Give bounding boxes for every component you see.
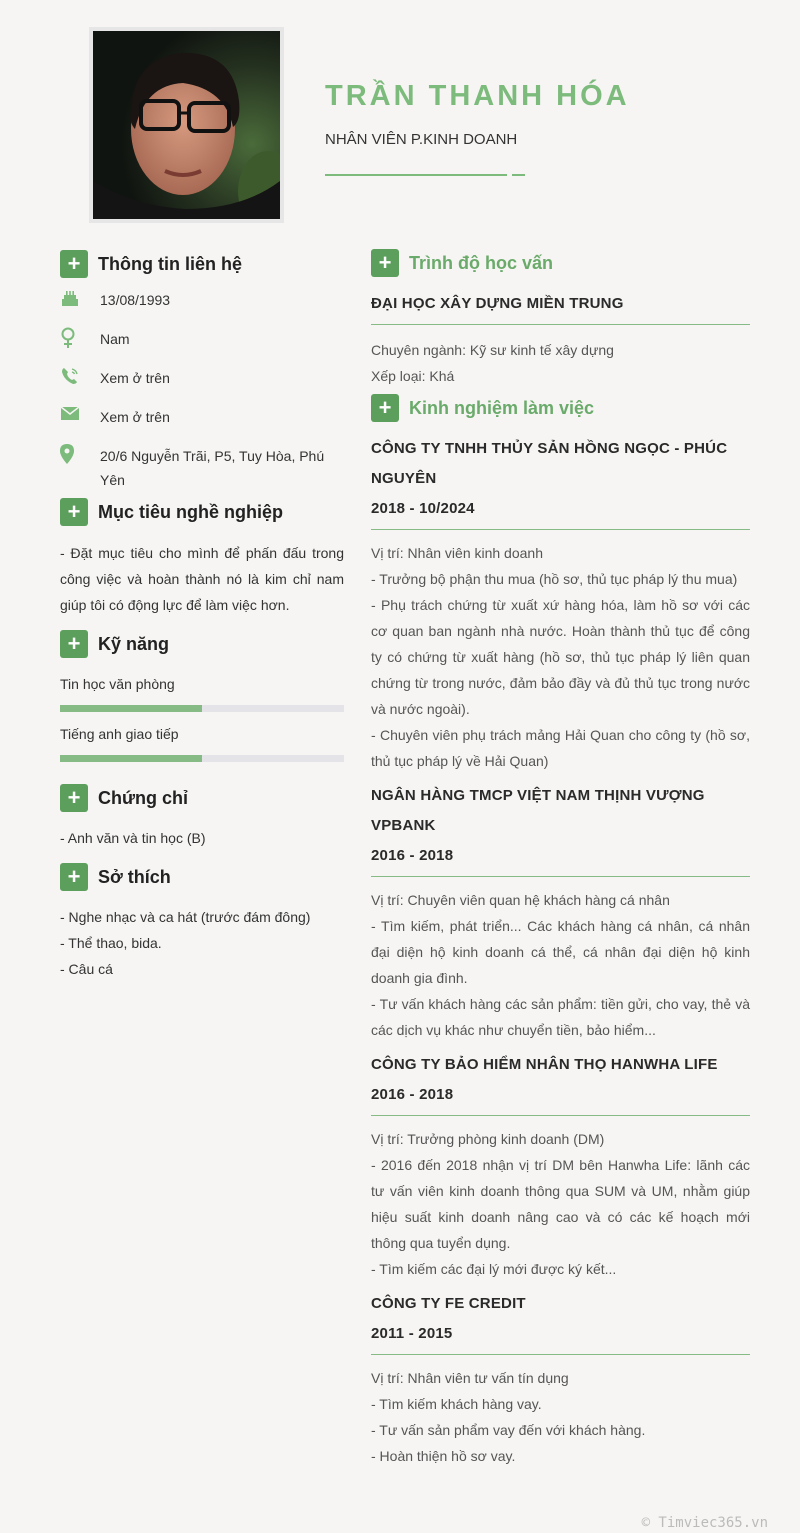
job-title: NHÂN VIÊN P.KINH DOANH (325, 131, 518, 148)
job-entry (371, 434, 750, 774)
section-title: Mục tiêu nghề nghiệp (98, 501, 283, 522)
job-line: - Tìm kiếm các đại lý mới được ký kết... (371, 1261, 617, 1277)
section-title: Sở thích (98, 866, 171, 887)
profile-photo (89, 27, 284, 223)
company-name: CÔNG TY TNHH THỦY SẢN HỒNG NGỌC - PHÚC NGUYÊN (371, 440, 728, 487)
birthday-text: 13/08/1993 (100, 292, 171, 308)
section-objective (60, 498, 283, 526)
plus-icon: + (371, 394, 399, 422)
section-title: Kỹ năng (98, 633, 170, 654)
envelope-icon (60, 405, 100, 421)
objective-text: - Đặt mục tiêu cho mình để phấn đấu trong công việc và hoàn thành nó là kim chỉ nam giúp tôi có động lực để làm việc hơn. (60, 545, 344, 613)
job-entry (371, 1289, 750, 1469)
profile-photo-image (93, 31, 280, 219)
plus-icon: + (371, 249, 399, 277)
plus-icon: + (60, 498, 88, 526)
job-period: 2016 - 2018 (371, 1086, 454, 1103)
certificates-list (60, 825, 206, 851)
company-name: NGÂN HÀNG TMCP VIỆT NAM THỊNH VƯỢNG VPBANK (371, 787, 705, 834)
education-grade: Xếp loại: Khá (371, 368, 455, 384)
section-title: Thông tin liên hệ (98, 253, 242, 274)
section-skills (60, 630, 169, 658)
job-period: 2018 - 10/2024 (371, 500, 475, 517)
watermark: © Timviec365.vn (641, 1515, 768, 1531)
title-divider (325, 174, 507, 176)
plus-icon: + (60, 250, 88, 278)
plus-icon: + (60, 863, 88, 891)
female-symbol-icon (60, 327, 100, 349)
list-item: - Câu cá (60, 961, 113, 977)
job-line: - Tìm kiếm khách hàng vay. (371, 1396, 542, 1412)
job-line: Vị trí: Nhân viên tư vấn tín dụng (371, 1370, 569, 1386)
map-pin-icon (60, 444, 100, 464)
job-line: - Phụ trách chứng từ xuất xứ hàng hóa, làm hồ sơ với các cơ quan ban ngành nhà nước. Hoàn thành thủ tục để công ty có chứng từ xuất hàng (hồ sơ, thủ tục pháp lý liên quan chứng từ trong nước, đảm bảo đầy và đủ thủ tục trong nước và nước ngoài). (371, 597, 750, 717)
email-text: Xem ở trên (100, 409, 170, 425)
section-education (371, 249, 553, 277)
list-item: - Nghe nhạc và ca hát (trước đám đông) (60, 909, 311, 925)
job-line: - Tư vấn sản phẩm vay đến với khách hàng. (371, 1422, 646, 1438)
skill-bar-fill (60, 705, 202, 712)
section-contact (60, 250, 242, 278)
job-line: - Trưởng bộ phận thu mua (hồ sơ, thủ tục pháp lý thu mua) (371, 571, 738, 587)
job-line: Vị trí: Chuyên viên quan hệ khách hàng cá nhân (371, 892, 670, 908)
education-major: Chuyên ngành: Kỹ sư kinh tế xây dựng (371, 342, 614, 358)
phone-icon (60, 366, 100, 386)
section-title: Trình độ học vấn (409, 252, 554, 273)
list-item: - Anh văn và tin học (B) (60, 830, 206, 846)
job-line: - Hoàn thiện hồ sơ vay. (371, 1448, 516, 1464)
plus-icon: + (60, 784, 88, 812)
job-line: Vị trí: Nhân viên kinh doanh (371, 545, 543, 561)
section-certificates (60, 784, 188, 812)
plus-icon: + (60, 630, 88, 658)
skill-label: Tin học văn phòng (60, 676, 175, 692)
contact-birthday (60, 288, 345, 312)
birthday-cake-icon (60, 288, 100, 308)
contact-phone (60, 366, 345, 390)
candidate-name: TRẦN THANH HÓA (325, 80, 630, 112)
section-experience (371, 394, 594, 422)
skill-bar-fill (60, 755, 202, 762)
job-line: - Tư vấn khách hàng các sản phẩm: tiền gửi, cho vay, thẻ và các dịch vụ khác như chuyển tiền, bảo hiểm... (371, 996, 750, 1038)
job-entry (371, 781, 750, 1043)
hobbies-list (60, 904, 310, 982)
skill-bar-track (60, 755, 344, 762)
job-entry (371, 1050, 750, 1282)
school-name: ĐẠI HỌC XÂY DỰNG MIỀN TRUNG (371, 295, 624, 312)
job-line: - 2016 đến 2018 nhận vị trí DM bên Hanwha Life: lãnh các tư vấn viên kinh doanh thông qua SUM và UM, nhằm giúp hiệu suất kinh doanh nâng cao và có các kế hoạch mới thông qua tuyển dụng. (371, 1157, 750, 1251)
skill-bar-track (60, 705, 344, 712)
skill-label: Tiếng anh giao tiếp (60, 726, 179, 742)
section-hobbies (60, 863, 171, 891)
job-period: 2016 - 2018 (371, 847, 454, 864)
job-line: - Tìm kiếm, phát triển... Các khách hàng cá nhân, cá nhân đại diện hộ kinh doanh cá thể, cá nhân đại diện hộ kinh doanh gia đình. (371, 918, 750, 986)
contact-email (60, 405, 345, 429)
gender-text: Nam (100, 331, 130, 347)
section-title: Kinh nghiệm làm việc (409, 397, 595, 418)
section-title: Chứng chỉ (98, 787, 189, 808)
contact-gender (60, 327, 345, 351)
job-period: 2011 - 2015 (371, 1325, 453, 1342)
job-line: - Chuyên viên phụ trách mảng Hải Quan cho công ty (hồ sơ, thủ tục pháp lý về Hải Quan) (371, 727, 750, 769)
company-name: CÔNG TY BẢO HIỂM NHÂN THỌ HANWHA LIFE (371, 1056, 718, 1073)
list-item: - Thể thao, bida. (60, 935, 162, 951)
contact-address (60, 444, 345, 492)
education-entry (371, 289, 750, 389)
phone-text: Xem ở trên (100, 370, 170, 386)
company-name: CÔNG TY FE CREDIT (371, 1295, 526, 1312)
job-line: Vị trí: Trưởng phòng kinh doanh (DM) (371, 1131, 605, 1147)
title-divider-short (512, 174, 525, 176)
address-text: 20/6 Nguyễn Trãi, P5, Tuy Hòa, Phú Yên (100, 448, 325, 488)
